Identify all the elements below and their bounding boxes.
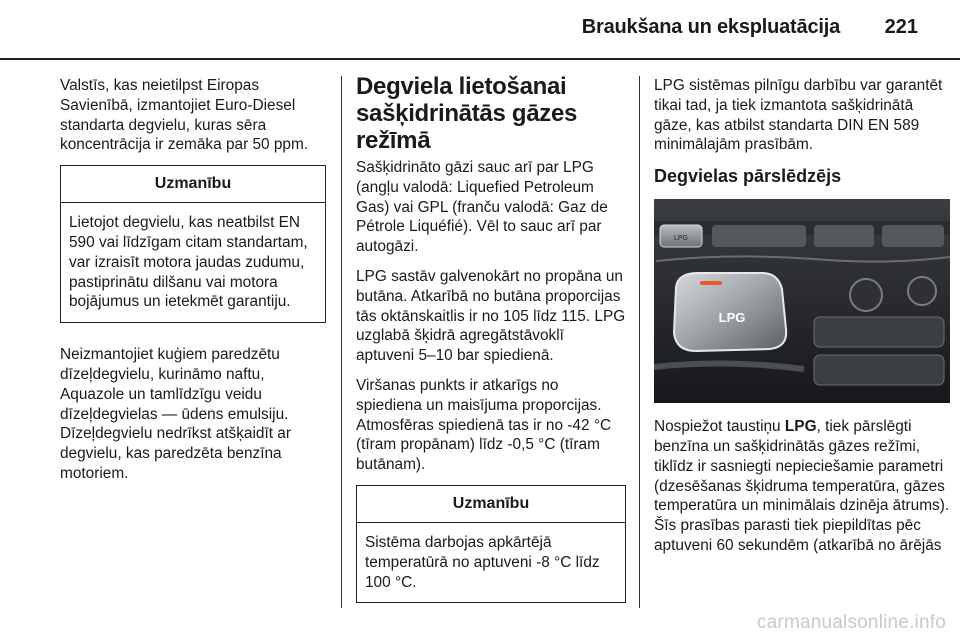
text-fragment: , tiek pārslēgti benzīna un sašķidrinātās gāzes režīmi, tiklīdz ir sasniegti nepieciešamie parametri (dzesēšanas šķidruma temperatūra, gāzes temperatūra un minimālais dzinēja ātrums). Šīs prasības parasti tiek piepildītas pēc aptuveni 60 sekundēm (atkarībā no ārējās <box>654 418 950 554</box>
caution-title: Uzmanību <box>357 486 625 523</box>
section-heading-fuel-switch: Degvielas pārslēdzējs <box>654 166 842 187</box>
page-header <box>0 0 960 62</box>
paragraph-lpg-names: Sašķidrināto gāzi sauc arī par LPG (angļu valodā: Liquefied Petroleum Gas) vai GPL (franču valodā: Gaz de Pétrole Liquéfié). Vēl to sauc arī par autogāzi. <box>356 159 608 256</box>
lpg-key-name: LPG <box>784 418 817 436</box>
column-2 <box>356 73 626 615</box>
caution-text: Lietojot degvielu, kas neatbilst EN 590 vai līdzīgam citam standartam, var izraisīt motora jaudas zudumu, pastiprinātu dilšanu vai motora bojājumus un ietekmēt garantiju. <box>69 214 308 311</box>
paragraph-lpg-button <box>654 417 954 556</box>
paragraph-lpg-composition: LPG sastāv galvenokārt no propāna un butāna. Atkarībā no butāna proporcijas tās oktānskaitlis ir no 105 līdz 115. LPG uzglabā šķidrā agregātstāvoklī aptuveni 5–10 bar spiedienā. <box>356 267 626 365</box>
caution-title: Uzmanību <box>61 166 325 203</box>
column-3 <box>654 76 954 566</box>
caution-box-fuel-standard <box>60 165 326 323</box>
paragraph-diesel-warning: Neizmantojiet kuģiem paredzētu dīzeļdegvielu, kurināmo naftu, Aquazole un tamlīdzīgu veidu dīzeļdegvielas — ūdens emulsiju. Dīzeļdegvielu nedrīkst atšķaidīt ar degvielu, kas paredzēta benzīna motoriem. <box>60 346 291 482</box>
header-title: Braukšana un ekspluatācija <box>581 16 840 38</box>
header-rule <box>0 58 960 60</box>
lpg-button-photo <box>654 199 950 403</box>
dashboard-illustration <box>654 199 950 403</box>
small-lpg-label: LPG <box>673 235 689 243</box>
page-number: 221 <box>884 16 918 38</box>
paragraph-lpg-standard: LPG sistēmas pilnīgu darbību var garantēt tikai tad, ja tiek izmantota sašķidrinātā gāze, kas atbilst standarta DIN EN 589 minimālajām prasībām. <box>654 77 943 154</box>
paragraph-boiling-point: Viršanas punkts ir atkarīgs no spiediena un maisījuma proporcijas. Atmosfēras spiedienā tas ir no -42 °C (tīram propānam) līdz -0,5 °C (tīram butānam). <box>356 376 612 474</box>
section-heading-lpg-fuel: Degviela lietošanai sašķidrinātās gāzes režīmā <box>356 73 578 154</box>
caution-text: Sistēma darbojas apkārtējā temperatūrā no aptuveni -8 °C līdz 100 °C. <box>365 533 600 591</box>
paragraph-euro-diesel: Valstīs, kas neietilpst Eiropas Savienībā, izmantojiet Euro-Diesel standarta degvielu, kuras sēra koncentrācija ir zemāka par 50 ppm. <box>60 77 309 154</box>
watermark: carmanualsonline.info <box>756 612 946 633</box>
column-divider-2 <box>639 76 640 608</box>
text-fragment: Nospiežot taustiņu <box>654 418 785 436</box>
caution-box-temperature <box>356 485 626 603</box>
column-1 <box>60 76 326 494</box>
indicator-led <box>700 281 722 285</box>
column-divider-1 <box>341 76 342 608</box>
large-lpg-label: LPG <box>718 310 746 326</box>
